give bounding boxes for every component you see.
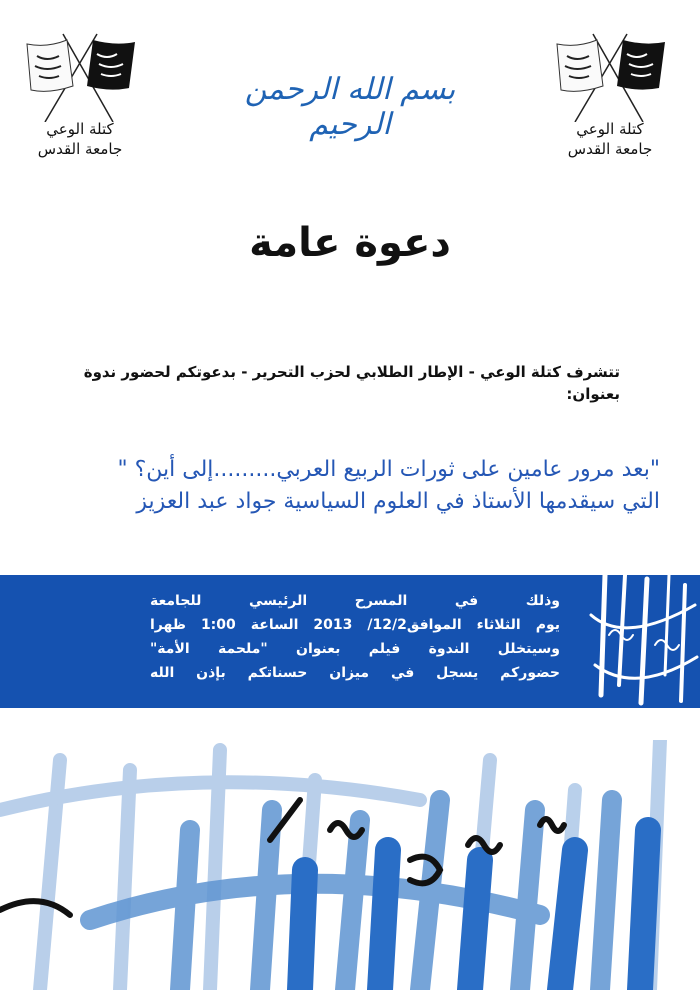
- decorative-calligraphy-icon: [0, 740, 700, 990]
- logo-university-name: جامعة القدس: [567, 140, 653, 158]
- org-logo-left: [10, 24, 150, 164]
- crossed-flags-icon: [25, 32, 135, 122]
- event-datetime: يوم الثلاثاء الموافق12/2/ 2013 الساعة 1:00 ظهرا: [150, 617, 560, 633]
- lecture-topic: "بعد مرور عامين على ثورات الربيع العربي.........إلى أين؟ ": [117, 457, 660, 482]
- calligraphy-decoration-icon: [585, 575, 700, 708]
- basmala-calligraphy: [200, 62, 500, 142]
- event-closing: حضوركم يسجل في ميزان حسناتكم بإذن الله: [150, 665, 560, 681]
- logo-org-name: كتلة الوعي: [46, 120, 114, 138]
- crossed-flags-icon: [555, 32, 665, 122]
- details-band: [0, 575, 700, 708]
- page-title: دعوة عامة: [249, 220, 451, 266]
- basmala-text: بسم الله الرحمن الرحيم: [244, 72, 456, 142]
- lecture-block: [30, 454, 660, 518]
- logo-university-name: جامعة القدس: [37, 140, 123, 158]
- event-film: وسيتخلل الندوة فيلم بعنوان "ملحمة الأمة": [150, 641, 560, 657]
- event-venue: وذلك في المسرح الرئيسي للجامعة: [150, 593, 560, 609]
- lecture-presenter: التي سيقدمها الأستاذ في العلوم السياسية جواد عبد العزيز: [136, 489, 660, 514]
- logo-org-name: كتلة الوعي: [576, 120, 644, 138]
- org-logo-right: [540, 24, 680, 164]
- invitation-intro: تتشرف كتلة الوعي - الإطار الطلابي لحزب التحرير - بدعوتكم لحضور ندوة بعنوان:: [83, 363, 620, 403]
- event-details: [150, 589, 560, 685]
